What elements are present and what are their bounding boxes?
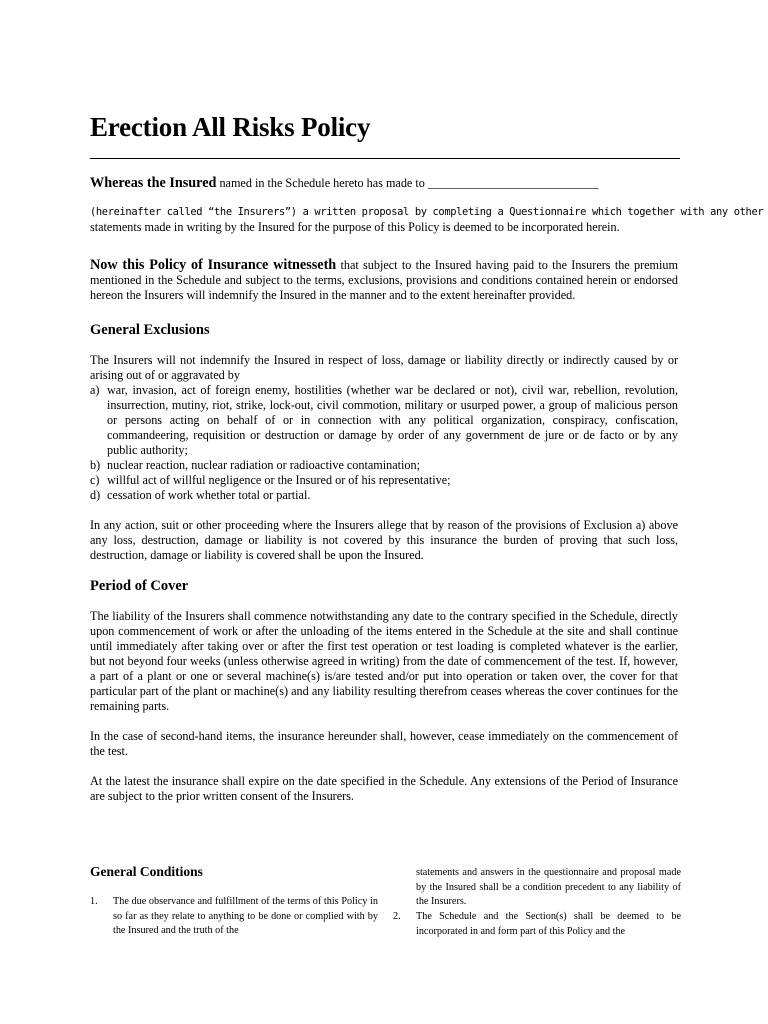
exclusions-intro: The Insurers will not indemnify the Insured in respect of loss, damage or liability directly or indirectly caused by or arising out of or aggravated by (90, 353, 678, 382)
conditions-left-column (90, 895, 378, 939)
period-paragraph-3: At the latest the insurance shall expire on the date specified in the Schedule. Any extensions of the Period of Insurance are subject to the prior written consent of the Insurers. (90, 774, 678, 803)
period-of-cover-heading: Period of Cover (90, 578, 189, 594)
witnesseth-text: that subject to the Insured having paid to the Insurers the premium mentioned in the Schedule and subject to the terms, exclusions, provisions and conditions contained herein or endorsed hereon the Insurers will indemnify the Insured in the manner and to the extent hereinafter provided. (90, 258, 678, 302)
exclusions-list (90, 383, 678, 503)
exclusion-item-d (90, 488, 678, 503)
title-divider (90, 158, 680, 159)
exclusion-item-b (90, 458, 678, 473)
exclusion-marker: c) (90, 473, 100, 487)
witnesseth-paragraph (90, 258, 678, 303)
condition-item-1 (90, 895, 378, 939)
exclusions-burden-paragraph: In any action, suit or other proceeding where the Insurers allege that by reason of the provisions of Exclusion a) above any loss, destruction, damage or liability is not covered by this insurance the burden of proving that such loss, destruction, damage or liability is covered shall be upon the Insured. (90, 518, 678, 562)
general-conditions-heading: General Conditions (90, 864, 203, 879)
period-paragraph-1: The liability of the Insurers shall commence notwithstanding any date to the contrary specified in the Schedule, directly upon commencement of work or after the unloading of the items entered in the Schedule at the site and shall continue until immediately after taking over or after the first test operation or test loading is completed whatever is the earlier, but not beyond four weeks (unless otherwise agreed in writing) from the date of commencement of the test. If, however, a part of a plant or one or several machine(s) is/are tested and/or put into operation or taken over, the cover for that particular part of the plant or machine(s) and any liability resulting therefrom ceases whereas the cover continues for the remaining parts. (90, 609, 678, 713)
witnesseth-lead: Now this Policy of Insurance witnesseth (90, 257, 337, 273)
exclusion-text: cessation of work whether total or partial. (107, 488, 311, 502)
condition-number: 1. (90, 896, 98, 907)
exclusion-item-a (90, 383, 678, 458)
whereas-paragraph (90, 175, 764, 235)
condition-1-continuation: statements and answers in the questionnaire and proposal made by the Insured shall be a condition precedent to any liability of the Insurers. (416, 867, 681, 908)
period-of-cover-section (90, 609, 678, 804)
general-exclusions-heading: General Exclusions (90, 322, 210, 338)
condition-text: The Schedule and the Section(s) shall be deemed to be incorporated in and form part of this Policy and the (416, 911, 681, 937)
page-title: Erection All Risks Policy (90, 112, 371, 142)
conditions-right-column (393, 866, 681, 940)
condition-item-2 (393, 910, 681, 939)
exclusion-marker: b) (90, 458, 101, 472)
whereas-line-2: (hereinafter called “the Insurers”) a written proposal by completing a Questionnaire which together with any other (90, 206, 764, 218)
condition-text: The due observance and fulfillment of the terms of this Policy in so far as they relate to anything to be done or complied with by the Insured and the truth of the (113, 896, 378, 937)
whereas-text: named in the Schedule hereto has made to ____________________________ (216, 176, 599, 190)
whereas-line-3: statements made in writing by the Insured for the purpose of this Policy is deemed to be incorporated herein. (90, 220, 620, 234)
general-exclusions-section (90, 353, 678, 563)
whereas-lead: Whereas the Insured (90, 175, 217, 191)
exclusion-marker: a) (90, 383, 100, 397)
exclusion-text: war, invasion, act of foreign enemy, hostilities (whether war be declared or not), civil war, rebellion, revolution, insurrection, mutiny, riot, strike, lock-out, civil commotion, military or usurped power, a group of malicious person or persons acting on behalf of or in connection with any political organization, conspiracy, confiscation, commandeering, requisition or destruction or damage by order of any government de jure or de facto or by any public authority; (107, 383, 678, 457)
exclusion-text: nuclear reaction, nuclear radiation or radioactive contamination; (107, 458, 421, 472)
condition-number: 2. (393, 911, 401, 923)
exclusion-marker: d) (90, 488, 101, 502)
exclusion-text: willful act of willful negligence or the Insured or of his representative; (107, 473, 451, 487)
exclusion-item-c (90, 473, 678, 488)
period-paragraph-2: In the case of second-hand items, the insurance hereunder shall, however, cease immediately on the commencement of the test. (90, 729, 678, 758)
